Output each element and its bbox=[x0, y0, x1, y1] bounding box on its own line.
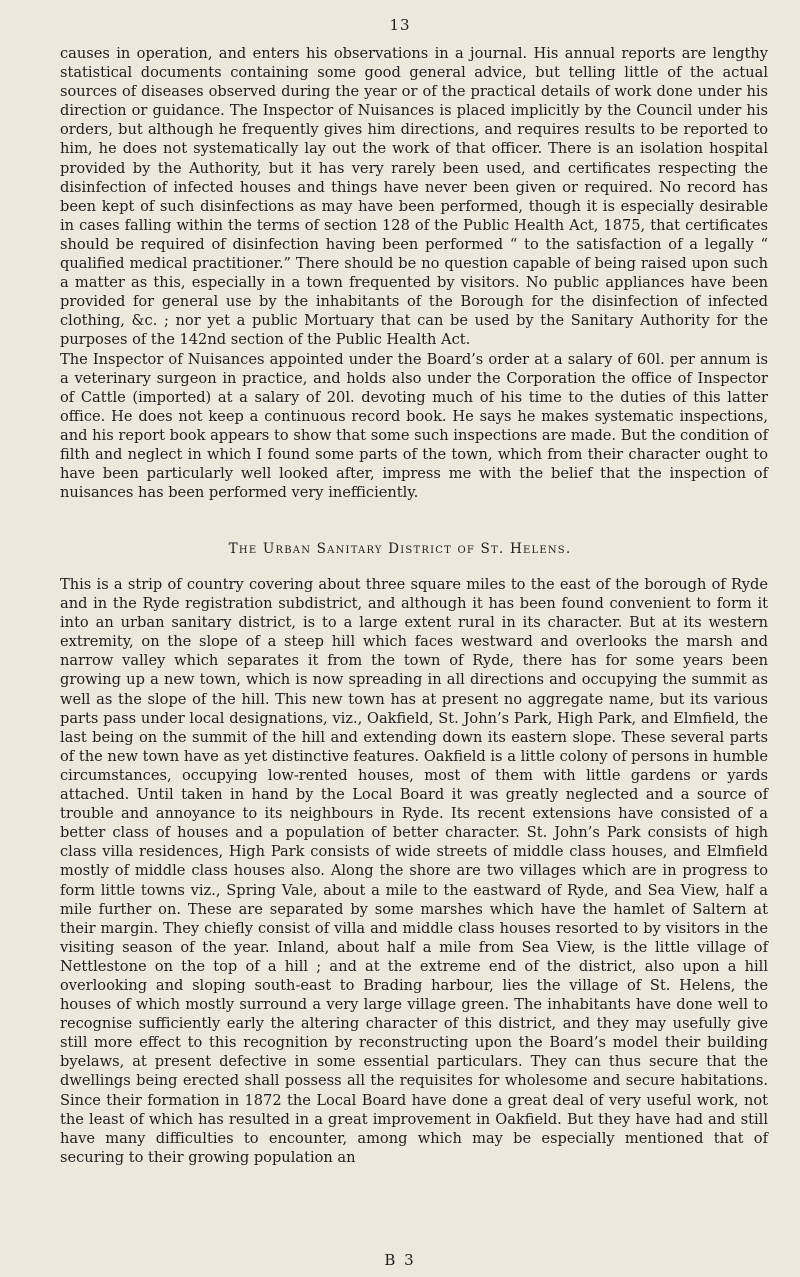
page-number: 13 bbox=[389, 16, 411, 34]
body-text-bottom bbox=[60, 575, 768, 1167]
signature-mark: B 3 bbox=[384, 1251, 416, 1269]
body-text-top bbox=[60, 44, 768, 502]
paragraph: This is a strip of country covering about three square miles to the east of the borough of Ryde and in the Ryde registration subdistrict, and although it has been found convenient to form it into an urban sanitary district, is to a large extent rural in its character. But at its western extremity, on the slope of a steep hill which faces westward and overlooks the marsh and narrow valley which separates it from the town of Ryde, there has for some years been growing up a new town, which is now spreading in all directions and occupying the summit as well as the slope of the hill. This new town has at present no aggregate name, but its various parts pass under local designations, viz., Oakfield, St. John’s Park, High Park, and Elmfield, the last being on the summit of the hill and extending down its eastern slope. These several parts of the new town have as yet distinctive features. Oakfield is a little colony of persons in humble circumstances, occupying low-rented houses, most of them with little gardens or yards attached. Until taken in hand by the Local Board it was greatly neglected and a source of trouble and annoyance to its neighbours in Ryde. Its recent extensions have consisted of a better class of houses and a population of better character. St. John’s Park consists of high class villa residences, High Park consists of wide streets of middle class houses, and Elmfield mostly of middle class houses also. Along the shore are two villages which are in progress to form little towns viz., Spring Vale, about a mile to the eastward of Ryde, and Sea View, half a mile further on. These are separated by some marshes which have the hamlet of Saltern at their margin. They chiefly consist of villa and middle class houses resorted to by visitors in the visiting season of the year. Inland, about half a mile from Sea View, is the little village of Nettlestone on the top of a hill ; and at the extreme end of the district, also upon a hill overlooking and sloping south-east to Brading harbour, lies the village of St. Helens, the houses of which mostly surround a very large village green. The inhabitants have done well to recognise sufficiently early the altering character of this district, and they may usefully give still more effect to this recognition by reconstructing upon the Board’s model their building byelaws, at present defective in some essential particulars. They can thus secure that the dwellings being erected shall possess all the requisites for wholesome and secure habitations. Since their formation in 1872 the Local Board have done a great deal of very useful work, not the least of which has resulted in a great improvement in Oakfield. But they have had and still have many difficulties to encounter, among which may be especially mentioned that of securing to their growing population an bbox=[60, 576, 768, 1166]
paragraph: The Inspector of Nuisances appointed under the Board’s order at a salary of 60l. per annum is a veterinary surgeon in practice, and holds also under the Corporation the office of Inspector of Cattle (imported) at a salary of 20l. devoting much of his time to the duties of this latter office. He does not keep a continuous record book. He says he makes systematic inspections, and his report book appears to show that some such inspections are made. But the condition of filth and neglect in which I found some parts of the town, which from their character ought to have been particularly well looked after, impress me with the belief that the inspection of nuisances has been performed very inefficiently. bbox=[60, 350, 768, 502]
paragraph: causes in operation, and enters his observations in a journal. His annual reports are lengthy statistical documents containing some good general advice, but telling little of the actual sources of diseases observed during the year or of the practical details of work done under his direction or guidance. The Inspector of Nuisances is placed implicitly by the Council under his orders, but although he frequently gives him directions, and requires results to be reported to him, he does not systematically lay out the work of that officer. There is an isolation hospital provided by the Authority, but it has very rarely been used, and certificates respecting the disinfection of infected houses and things have never been given or required. No record has been kept of such disinfections as may have been performed, though it is especially desirable in cases falling within the terms of section 128 of the Public Health Act, 1875, that certificates should be required of disinfection having been performed “ to the satisfaction of a legally “ qualified medical practitioner.” There should be no question capable of being raised upon such a matter as this, especially in a town frequented by visitors. No public appliances have been provided for general use by the inhabitants of the Borough for the disinfection of infected clothing, &c. ; nor yet a public Mortuary that can be used by the Sanitary Authority for the purposes of the 142nd section of the Public Health Act. bbox=[60, 45, 768, 349]
section-heading: The Urban Sanitary District of St. Helens. bbox=[228, 541, 572, 557]
